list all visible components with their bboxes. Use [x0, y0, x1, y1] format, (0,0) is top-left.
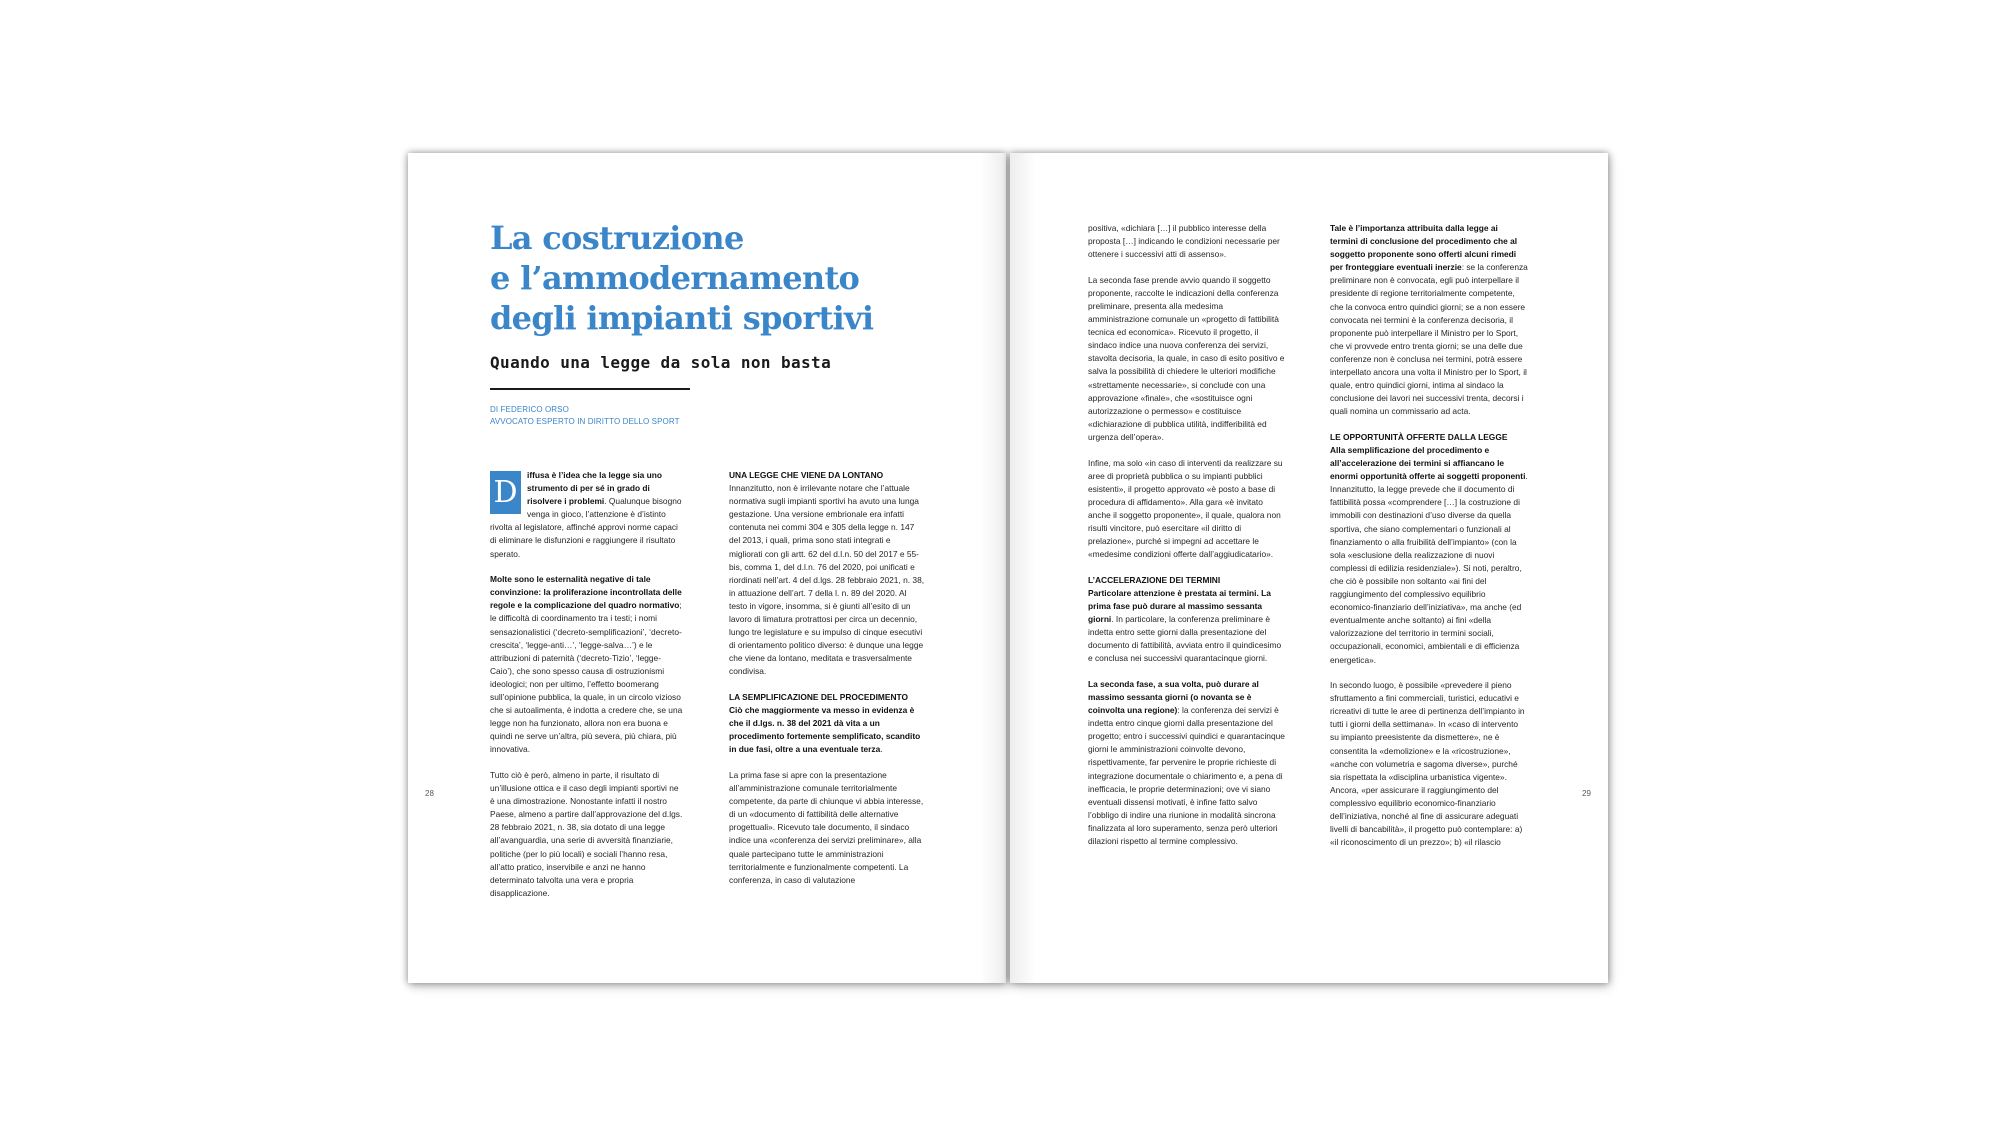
paragraph-bold: Molte sono le esternalità negative di tale convinzione: la proliferazione incontrollata delle regole e la complicazione del quadro normativo [490, 574, 682, 611]
section-heading: LE OPPORTUNITÀ OFFERTE DALLA LEGGE [1330, 431, 1508, 442]
paragraph: Innanzitutto, non è irrilevante notare che l’attuale normativa sugli impianti sportivi ha avuto una lunga gestazione. Una versione embrionale era infatti contenuta nei commi 304 e 305 della legge n. 147 del 2013, i quali, prima sono stati integrati e migliorati con gli artt. 62 del d.l.n. 50 del 2017 e 55-bis, comma 1, del d.l.n. 76 del 2020, poi unificati e riordinati nell’art. 4 del d.lgs. 28 febbraio 2021, n. 38, in attuazione dell’art. 7 della l. n. 89 del 2020. Al testo in vigore, insomma, si è giunti all’esito di un lavoro di limatura protrattosi per circa un decennio, lungo tre legislature e su impulso di cinque esecutivi di orientamento politico diverso: è dunque una legge che viene da lontano, meditata e trasversalmente condivisa. [729, 483, 925, 677]
paragraph [490, 573, 685, 756]
spine-shadow [1010, 153, 1036, 983]
paragraph [1088, 587, 1286, 666]
paragraph-bold: La seconda fase, a sua volta, può durare al massimo sessanta giorni (o novanta se è coinvolta una regione) [1088, 678, 1259, 716]
paragraph-text: : se la conferenza preliminare non è convocata, egli può interpellare il presidente di regione territorialmente competente, che la convoca entro quindici giorni; se a non essere convocata nei termini è la conferenza decisoria, il proponente può interpellare il Ministro per lo Sport, che vi provvede entro trenta giorni; se una delle due conferenze non è conclusa nei termini, potrà essere interpellato ancora una volta il Ministro per lo Sport, il quale, entro quindici giorni, intima al sindaco la conclusione dei lavori nei successivi trenta, decorsi i quali nomina un commissario ad acta. [1330, 262, 1528, 417]
paragraph-bold: Particolare attenzione è prestata ai termini. La prima fase può durare al massimo sessanta giorni [1088, 587, 1271, 625]
spine-shadow [980, 153, 1006, 983]
section-heading: UNA LEGGE CHE VIENE DA LONTANO [729, 470, 884, 480]
left-column-2 [729, 469, 926, 899]
paragraph-bold: Alla semplificazione del procedimento e all’accelerazione dei termini si affiancano le enormi opportunità offerte ai soggetti proponenti [1330, 445, 1526, 482]
intro-bold: iffusa è l’idea che la legge sia uno strumento di per sé in grado di risolvere i problemi [527, 470, 662, 507]
section-heading: L’ACCELERAZIONE DEI TERMINI [1088, 574, 1221, 585]
left-page [408, 153, 1006, 983]
intro-text: . Qualunque bisogno venga in gioco, l’attenzione è d’istinto rivolta al legislatore, affinché approvi norme capaci di eliminare le disfunzioni e raggiungere il risultato sperato. [490, 496, 682, 559]
title-rule [490, 388, 690, 390]
paragraph [729, 704, 926, 756]
paragraph-text: . [880, 744, 883, 755]
drop-cap: D [490, 471, 521, 514]
paragraph: Infine, ma solo «in caso di interventi da realizzare su aree di proprietà pubblica o su impianti pubblici esistenti», il progetto approvato «è posto a base di procedura di affidamento». Alla gara «è invitato anche il soggetto proponente», il quale, qualora non risulti vincitore, può esercitare «il diritto di prelazione», purché si impegni ad accettare le «medesime condizioni offerte dall’aggiudicatario». [1088, 457, 1283, 560]
section-heading: LA SEMPLIFICAZIONE DEL PROCEDIMENTO [729, 692, 908, 702]
byline [490, 404, 680, 428]
paragraph-bold: Ciò che maggiormente va messo in evidenza è che il d.lgs. n. 38 del 2021 dà vita a un procedimento fortemente semplificato, scandito in due fasi, oltre a una eventuale terza [729, 705, 921, 755]
paragraph: La seconda fase prende avvio quando il soggetto proponente, raccolte le indicazioni della conferenza preliminare, presenta alla medesima amministrazione comunale un «progetto di fattibilità tecnica ed economica». Ricevuto il progetto, il sindaco indice una nuova conferenza dei servizi, stavolta decisoria, la quale, in caso di esito positivo e salva la possibilità di chiedere le ulteriori modifiche «strettamente necessarie», si conclude con una approvazione «finale», che «sostituisce ogni autorizzazione o permesso» e costituisce «dichiarazione di pubblica utilità, indifferibilità ed urgenza dell’opera». [1088, 274, 1285, 442]
page-number: 29 [1582, 789, 1591, 798]
paragraph: In secondo luogo, è possibile «prevedere il pieno sfruttamento a fini commerciali, turistici, educativi e ricreativi di tutte le aree di pertinenza dell’impianto in tutti i giorni della settimana». In «caso di intervento su impianto preesistente da dismettere», ne è consentita la «demolizione» e la «ricostruzione», «anche con volumetria e sagoma diverse», purché sia rispettata la «disciplina urbanistica vigente». Ancora, «per assicurare il raggiungimento del complessivo equilibrio economico-finanziario dell’iniziativa, nonché al fine di assicurare adeguati livelli di bancabilità», il progetto può contemplare: a) «il riconoscimento di un prezzo»; b) «il rilascio [1330, 680, 1525, 848]
byline-author: DI FEDERICO ORSO [490, 405, 569, 414]
paragraph-text: : la conferenza dei servizi è indetta entro cinque giorni dalla presentazione del progetto; entro i successivi quindici e quarantacinque giorni le amministrazioni coinvolte devono, rispettivamente, far pervenire le proprie richieste di integrazione documentale o chiarimento e, a pena di inefficacia, le proprie determinazioni; ove vi siano eventuali dissensi motivati, è infine fatto salvo l’obbligo di indire una riunione in modalità sincrona finalizzata al loro superamento, senza però ulteriori dilazioni rispetto al termine complessivo. [1088, 705, 1285, 847]
paragraph: La prima fase si apre con la presentazione all’amministrazione comunale territorialmente competente, da parte di chiunque vi abbia interesse, di un «documento di fattibilità delle alternative progettuali». Ricevuto tale documento, il sindaco indice una «conferenza dei servizi preliminare», alla quale partecipano tutte le amministrazioni territorialmente e funzionalmente competenti. La conferenza, in caso di valutazione [729, 769, 924, 885]
right-page [1010, 153, 1608, 983]
paragraph: positiva, «dichiara […] il pubblico interesse della proposta […] indicando le condizioni necessarie per ottenere i successivi atti di assenso». [1088, 223, 1280, 260]
left-column-1 [490, 469, 685, 912]
right-column-1 [1088, 222, 1286, 861]
paragraph [1088, 678, 1286, 848]
intro-paragraph [490, 469, 685, 561]
paragraph-text: ; le difficoltà di coordinamento tra i testi; i nomi sensazionalistici (‘decreto-semplificazioni’, ‘decreto-crescita’, ‘legge-anti…’, ‘legge-salva…’) e le attribuzioni di paternità (‘decreto-Tizio’, ‘legge-Caio’), che sono spesso causa di ostruzionismi ideologici; non per ultimo, l’effetto boomerang sull’opinione pubblica, la quale, in un circolo vizioso che si autoalimenta, è indotta a credere che, se una legge non ha funzionato, allora non era buona e quindi ne serve un’altra, più severa, più chiara, più innovativa. [490, 600, 683, 755]
paragraph-text: . Innanzitutto, la legge prevede che il documento di fattibilità possa «comprendere […] la costruzione di immobili con destinazioni d’uso diverse da quella sportiva, che siano complementari o funzionali al finanziamento o alla fruibilità dell’impianto» (con la sola «esclusione della realizzazione di nuovi complessi di edilizia residenziale»). Si noti, peraltro, che ciò è possibile non soltanto «ai fini del raggiungimento del complessivo equilibrio economico-finanziario dell’iniziativa», ma anche (ed eventualmente anche soltanto) ai fini «della valorizzazione del territorio in termini sociali, occupazionali, economici, ambientali e di efficienza energetica». [1330, 471, 1528, 665]
paragraph [1330, 444, 1528, 667]
article-subtitle: Quando una legge da sola non basta [490, 353, 832, 372]
right-column-2 [1330, 222, 1528, 862]
paragraph-bold: Tale è l’importanza attribuita dalla legge ai termini di conclusione del procedimento che al soggetto proponente sono offerti alcuni rimedi per fronteggiare eventuali inerzie [1330, 223, 1518, 273]
paragraph: Tutto ciò è però, almeno in parte, il risultato di un’illusione ottica e il caso degli impianti sportivi ne è una dimostrazione. Nonostante infatti il nostro Paese, almeno a partire dall’approvazione del d.lgs. 28 febbraio 2021, n. 38, sia dotato di una legge all’avanguardia, una serie di avversità finanziarie, politiche (per lo più locali) e sociali l’hanno resa, all’atto pratico, inservibile e anzi ne hanno determinato talvolta una vera e propria disapplicazione. [490, 769, 683, 898]
byline-role: AVVOCATO ESPERTO IN DIRITTO DELLO SPORT [490, 417, 680, 426]
paragraph-text: . In particolare, la conferenza preliminare è indetta entro sette giorni dalla presentazione del documento di fattibilità, avviata entro il quindicesimo e conclusa nei successivi quarantacinque giorni. [1088, 614, 1282, 664]
page-number: 28 [425, 789, 434, 798]
paragraph [1330, 222, 1528, 418]
article-title: La costruzione e l’ammodernamento degli impianti sportivi [490, 219, 874, 337]
